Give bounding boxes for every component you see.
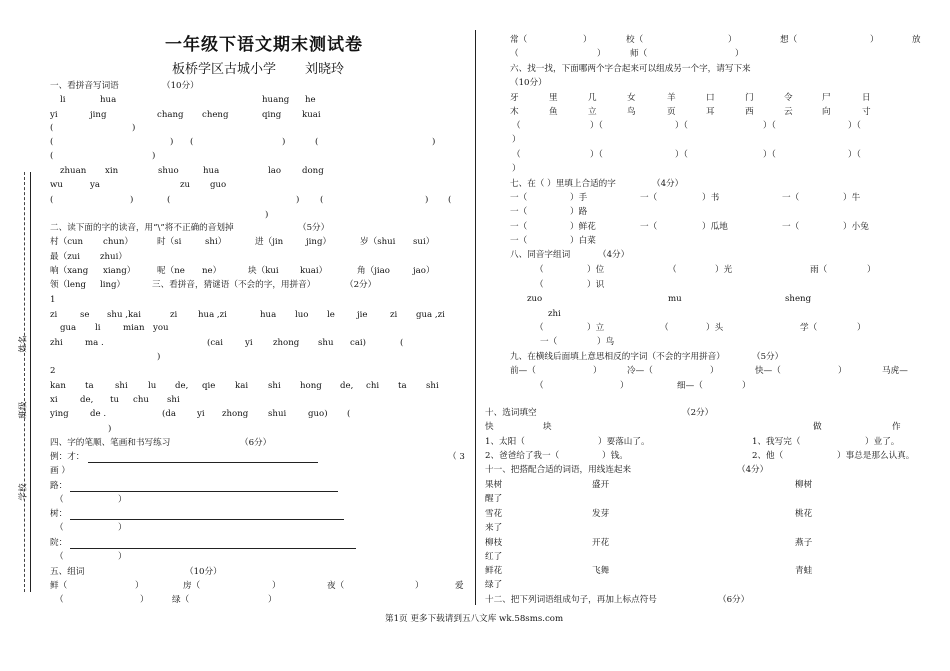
riddle-pinyin: jie xyxy=(357,310,368,320)
answer-paren[interactable]: ）（ xyxy=(590,121,603,131)
answer-paren[interactable]: ) xyxy=(108,424,112,434)
riddle-pinyin: (cai xyxy=(207,338,224,348)
riddle-pinyin: shi xyxy=(426,381,439,391)
section-12-score: （6分） xyxy=(718,595,750,605)
section-7-title: 七、在（ ）里填上合适的字 xyxy=(510,179,616,189)
pinyin: dong xyxy=(302,166,324,176)
answer-paren[interactable]: ） xyxy=(512,164,521,174)
antonym[interactable]: （ xyxy=(535,381,544,391)
answer-paren[interactable]: （ xyxy=(55,552,64,562)
char-piece: 寸 xyxy=(862,107,871,117)
section-1-score: （10分） xyxy=(162,81,199,91)
answer-paren[interactable]: ( xyxy=(320,195,324,205)
match-item[interactable]: 青蛙 xyxy=(795,566,813,576)
pronunciation-option[interactable]: 时（si xyxy=(157,237,182,247)
antonym[interactable]: 细—（ xyxy=(677,381,703,391)
riddle-pinyin: shu xyxy=(318,338,334,348)
pronunciation-option[interactable]: shi） xyxy=(205,237,227,247)
riddle-pinyin: kan xyxy=(50,381,66,391)
homophone[interactable]: 一（ xyxy=(540,337,558,347)
writing-line[interactable] xyxy=(70,519,344,520)
antonym[interactable]: ） xyxy=(838,366,847,376)
section-4-score: （6分） xyxy=(240,438,272,448)
pronunciation-option[interactable]: 进（jin xyxy=(255,237,284,247)
antonym[interactable]: 冷—（ xyxy=(627,366,653,376)
answer-paren[interactable]: （ xyxy=(512,121,521,131)
pronunciation-option[interactable]: 呢（ne xyxy=(157,266,185,276)
char-piece: 女 xyxy=(627,93,636,103)
riddle-pinyin: de, xyxy=(175,381,189,391)
section-2-score: （5分） xyxy=(298,223,330,233)
riddle-pinyin: ma . xyxy=(85,338,104,348)
stroke-word: 院： xyxy=(50,538,68,548)
homophone[interactable]: ）鸟 xyxy=(597,337,615,347)
pinyin: guo xyxy=(210,180,227,190)
match-item[interactable]: 燕子 xyxy=(795,538,813,548)
riddle-pinyin: le xyxy=(327,310,335,320)
homophone[interactable]: （ xyxy=(660,323,669,333)
riddle-pinyin: gua xyxy=(60,323,77,333)
pinyin: zhuan xyxy=(60,166,87,176)
match-item[interactable]: 发芽 xyxy=(592,509,610,519)
section-9-title: 九、在横线后面填上意思相反的字词（不会的字用拼音） xyxy=(510,352,725,362)
fill-sentence[interactable]: ）业了。 xyxy=(865,437,900,447)
pinyin: cheng xyxy=(202,110,229,120)
fill-sentence[interactable]: ）事总是那么认真。 xyxy=(837,451,915,461)
section-4-title: 四、字的笔顺、笔画和书写练习 xyxy=(50,438,171,448)
answer-paren[interactable]: ( xyxy=(167,195,171,205)
stroke-word: 树： xyxy=(50,509,68,519)
section-3-title: 三、看拼音，猜谜语（不会的字，用拼音） xyxy=(152,280,316,290)
riddle-pinyin: qie xyxy=(202,381,216,391)
answer-paren[interactable]: ) xyxy=(132,123,136,133)
section-11-title: 十一、把搭配合适的词语，用线连起来 xyxy=(485,465,632,475)
char-piece: 几 xyxy=(588,93,597,103)
word-prompt[interactable]: ） xyxy=(870,35,879,45)
fill-sentence[interactable]: 2、他（ xyxy=(752,451,784,461)
page-title: 一年级下语文期末测试卷 xyxy=(165,35,363,55)
section-5-title: 五、组词 xyxy=(50,567,85,577)
homophone[interactable]: （ xyxy=(535,323,544,333)
stroke-count: （ 3 xyxy=(448,452,465,462)
fill-sentence[interactable]: 2、爸爸给了我一（ xyxy=(485,451,560,461)
match-item[interactable]: 醒了 xyxy=(485,494,503,504)
riddle-pinyin: hong xyxy=(300,381,322,391)
char-piece: 门 xyxy=(745,93,754,103)
fill-sentence[interactable]: ）钱。 xyxy=(602,451,628,461)
measure-word[interactable]: 一（ xyxy=(510,207,528,217)
binding-dashed-line xyxy=(24,172,25,592)
riddle-pinyin: shi xyxy=(167,395,180,405)
measure-word[interactable]: ）瓜地 xyxy=(702,222,728,232)
answer-paren[interactable]: ） xyxy=(118,523,127,533)
pronunciation-option[interactable]: jing） xyxy=(306,237,332,247)
measure-word[interactable]: ）白菜 xyxy=(570,236,596,246)
riddle-pinyin: luo xyxy=(295,310,309,320)
char-piece: 木 xyxy=(510,107,519,117)
answer-paren[interactable]: ） xyxy=(512,135,521,145)
section-3-score: （2分） xyxy=(345,280,377,290)
riddle-pinyin: hua ,zi xyxy=(198,310,227,320)
word-choice: 块 xyxy=(543,422,552,432)
char-piece: 令 xyxy=(784,93,793,103)
pronunciation-option[interactable]: chun） xyxy=(103,237,134,247)
homophone[interactable]: ） xyxy=(857,323,866,333)
riddle-pinyin: zi xyxy=(170,310,178,320)
answer-paren[interactable]: ) xyxy=(425,195,429,205)
writing-line[interactable] xyxy=(70,548,356,549)
answer-paren[interactable]: （ xyxy=(55,523,64,533)
section-11-score: （4分） xyxy=(737,465,769,475)
word-prompt[interactable]: ） xyxy=(135,581,144,591)
char-piece: 向 xyxy=(822,107,831,117)
word-choice: 做 xyxy=(813,422,822,432)
homophone[interactable]: （ xyxy=(535,265,544,275)
char-piece: 日 xyxy=(862,93,871,103)
match-item[interactable]: 开花 xyxy=(592,538,610,548)
word-prompt[interactable]: 夜（ xyxy=(327,581,345,591)
class-label: 班级 xyxy=(18,401,29,419)
pronunciation-option[interactable]: 角（jiao xyxy=(357,266,390,276)
char-piece: 页 xyxy=(667,107,676,117)
char-piece: 鸟 xyxy=(627,107,636,117)
word-prompt[interactable]: ） xyxy=(268,595,277,605)
pinyin: lao xyxy=(268,166,282,176)
pinyin: hua xyxy=(203,166,220,176)
riddle-pinyin: tu xyxy=(110,395,119,405)
pinyin: zuo xyxy=(527,294,543,304)
riddle-pinyin: zhong xyxy=(222,409,249,419)
riddle-pinyin: chu xyxy=(133,395,149,405)
antonym[interactable]: 前—（ xyxy=(510,366,536,376)
binding-solid-line xyxy=(30,172,31,592)
word-prompt[interactable]: 常（ xyxy=(510,35,528,45)
section-2-title: 二、读下面的字的读音，用“\”将不正确的音划掉 xyxy=(50,223,234,233)
section-1-title: 一、看拼音写词语 xyxy=(50,81,119,91)
pinyin: shuo xyxy=(158,166,179,176)
measure-word[interactable]: 一（ xyxy=(510,193,528,203)
name-label: 姓名 xyxy=(18,335,29,353)
measure-word[interactable]: ）小兔 xyxy=(843,222,869,232)
measure-word[interactable]: 一（ xyxy=(510,236,528,246)
riddle-pinyin: zhi xyxy=(50,338,63,348)
section-8-title: 八、同音字组词 xyxy=(510,250,571,260)
word-prompt[interactable]: ） xyxy=(272,581,281,591)
riddle-pinyin: zhong xyxy=(273,338,300,348)
answer-paren[interactable]: ( xyxy=(347,409,351,419)
homophone[interactable]: （ xyxy=(668,265,677,275)
section-10-title: 十、选词填空 xyxy=(485,408,537,418)
page-footer: 第1页 更多下载请到五八文库 wk.58sms.com xyxy=(385,614,564,624)
riddle-pinyin: yi xyxy=(197,409,205,419)
homophone[interactable]: （ xyxy=(535,280,544,290)
riddle-number: 1 xyxy=(50,295,56,305)
homophone[interactable]: 雨（ xyxy=(810,265,828,275)
riddle-pinyin: lu xyxy=(148,381,157,391)
measure-word[interactable]: ）鲜花 xyxy=(570,222,596,232)
pronunciation-option[interactable]: 最（zui xyxy=(50,252,80,262)
char-piece: 羊 xyxy=(667,93,676,103)
answer-paren[interactable]: ) xyxy=(157,352,161,362)
char-piece: 尸 xyxy=(822,93,831,103)
measure-word[interactable]: 一（ xyxy=(782,193,800,203)
word-prompt[interactable]: 爱 xyxy=(455,581,464,591)
teacher-name: 刘晓玲 xyxy=(305,62,345,77)
measure-word[interactable]: 一（ xyxy=(640,222,658,232)
riddle-pinyin: ta xyxy=(85,381,94,391)
answer-paren[interactable]: ( xyxy=(400,338,404,348)
school-label: 学校 xyxy=(18,483,29,501)
riddle-pinyin: kai xyxy=(235,381,249,391)
answer-paren[interactable]: ) xyxy=(282,137,286,147)
section-5-score: （10分） xyxy=(185,567,222,577)
section-6-score: （10分） xyxy=(510,78,547,88)
antonym[interactable]: ） xyxy=(593,366,602,376)
antonym[interactable]: ） xyxy=(742,381,751,391)
answer-paren[interactable]: ( xyxy=(190,137,194,147)
stroke-word: 路： xyxy=(50,481,68,491)
word-prompt[interactable]: 放 xyxy=(912,35,921,45)
pronunciation-option[interactable]: 块（kui xyxy=(248,266,279,276)
riddle-pinyin: yi xyxy=(245,338,253,348)
answer-paren[interactable]: ）（ xyxy=(763,150,776,160)
riddle-pinyin: de, xyxy=(80,395,94,405)
answer-paren[interactable]: （ xyxy=(512,150,521,160)
stroke-count: 画 ） xyxy=(50,466,70,476)
word-prompt[interactable]: ） xyxy=(735,49,744,59)
answer-paren[interactable]: ) xyxy=(170,137,174,147)
homophone[interactable]: ）头 xyxy=(706,323,724,333)
pinyin: li xyxy=(60,95,66,105)
answer-paren[interactable]: ( xyxy=(50,151,54,161)
homophone[interactable]: ）位 xyxy=(587,265,605,275)
measure-word[interactable]: ）书 xyxy=(702,193,720,203)
measure-word[interactable]: ）路 xyxy=(570,207,588,217)
riddle-pinyin: hua xyxy=(260,310,277,320)
pronunciation-option[interactable]: xiang） xyxy=(103,266,136,276)
riddle-pinyin: shui xyxy=(268,409,287,419)
fill-sentence[interactable]: ）要落山了。 xyxy=(598,437,650,447)
answer-paren[interactable]: ) xyxy=(130,195,134,205)
riddle-pinyin: you xyxy=(153,323,169,333)
word-prompt[interactable]: ） xyxy=(583,35,592,45)
answer-paren[interactable]: （ xyxy=(55,495,64,505)
answer-paren[interactable]: ) xyxy=(265,210,269,220)
school-name: 板桥学区古城小学 xyxy=(172,62,277,77)
word-prompt[interactable]: 绿（ xyxy=(172,595,190,605)
pronunciation-option[interactable]: sui） xyxy=(413,237,435,247)
answer-paren[interactable]: ） xyxy=(118,552,127,562)
char-piece: 口 xyxy=(706,93,715,103)
riddle-pinyin: shu ,kai xyxy=(107,310,142,320)
match-item[interactable]: 盛开 xyxy=(592,480,610,490)
pinyin: jing xyxy=(90,110,107,120)
section-9-score: （5分） xyxy=(752,352,784,362)
answer-paren[interactable]: ）（ xyxy=(763,121,776,131)
pinyin: he xyxy=(305,95,316,105)
match-item[interactable]: 果树 xyxy=(485,480,503,490)
word-prompt[interactable]: ） xyxy=(140,595,149,605)
match-item[interactable]: 柳枝 xyxy=(485,538,503,548)
word-prompt[interactable]: 想（ xyxy=(780,35,798,45)
match-item[interactable]: 柳树 xyxy=(795,480,813,490)
riddle-pinyin: chi xyxy=(366,381,380,391)
pinyin: sheng xyxy=(785,294,812,304)
answer-paren[interactable]: ( xyxy=(50,123,54,133)
answer-paren[interactable]: ( xyxy=(50,137,54,147)
pronunciation-option[interactable]: ling） xyxy=(100,280,126,290)
riddle-pinyin: ying xyxy=(50,409,69,419)
riddle-pinyin: gua ,zi xyxy=(416,310,445,320)
measure-word[interactable]: 一（ xyxy=(782,222,800,232)
answer-paren[interactable]: ）（ xyxy=(675,121,688,131)
answer-paren[interactable]: ） xyxy=(118,495,127,505)
word-prompt[interactable]: ） xyxy=(597,49,606,59)
section-7-score: （4分） xyxy=(652,179,684,189)
riddle-pinyin: de . xyxy=(90,409,107,419)
pinyin: yi xyxy=(50,110,58,120)
column-divider xyxy=(475,30,476,605)
pronunciation-option[interactable]: 响（xang xyxy=(50,266,89,276)
riddle-pinyin: guo) xyxy=(308,409,328,419)
word-prompt[interactable]: 师（ xyxy=(630,49,648,59)
pinyin: ya xyxy=(90,180,100,190)
antonym[interactable]: ） xyxy=(620,381,629,391)
match-item[interactable]: 绿了 xyxy=(485,580,503,590)
word-prompt[interactable]: ） xyxy=(728,35,737,45)
riddle-pinyin: ta xyxy=(398,381,407,391)
char-piece: 立 xyxy=(588,107,597,117)
fill-sentence[interactable]: 1、太阳（ xyxy=(485,437,525,447)
pinyin: mu xyxy=(668,294,682,304)
char-piece: 里 xyxy=(549,93,558,103)
writing-line[interactable] xyxy=(70,491,338,492)
pronunciation-option[interactable]: 岁（shui xyxy=(360,237,396,247)
homophone[interactable]: 学（ xyxy=(800,323,818,333)
word-choice: 快 xyxy=(485,422,494,432)
section-12-title: 十二、把下列词语组成句子，再加上标点符号 xyxy=(485,595,657,605)
antonym[interactable]: 马虎— xyxy=(882,366,908,376)
answer-paren[interactable]: ( xyxy=(50,195,54,205)
answer-paren[interactable]: ）（ xyxy=(848,121,861,131)
riddle-pinyin: zi xyxy=(50,310,58,320)
pinyin: chang xyxy=(157,110,184,120)
measure-word[interactable]: 一（ xyxy=(640,193,658,203)
answer-paren[interactable]: ) xyxy=(296,195,300,205)
section-6-title: 六、找一找，下面哪两个字合起来可以组成另一个字，请写下来 xyxy=(510,64,751,74)
word-prompt[interactable]: 房（ xyxy=(183,581,201,591)
word-prompt[interactable]: ） xyxy=(415,581,424,591)
section-10-score: （2分） xyxy=(682,408,714,418)
riddle-number: 2 xyxy=(50,366,56,376)
riddle-pinyin: shi xyxy=(268,381,281,391)
match-item[interactable]: 雪花 xyxy=(485,509,503,519)
pronunciation-option[interactable]: jao） xyxy=(413,266,435,276)
pinyin: huang xyxy=(262,95,290,105)
word-prompt[interactable]: 鲜（ xyxy=(50,581,68,591)
homophone[interactable]: ）识 xyxy=(587,280,605,290)
pinyin: zu xyxy=(180,180,191,190)
section-8-score: （4分） xyxy=(598,250,630,260)
pinyin: zhi xyxy=(548,309,561,319)
pronunciation-option[interactable]: zhui） xyxy=(100,252,127,262)
pronunciation-option[interactable]: ne） xyxy=(202,266,222,276)
pronunciation-option[interactable]: kuai） xyxy=(300,266,328,276)
homophone[interactable]: ） xyxy=(867,265,876,275)
antonym[interactable]: 快—（ xyxy=(755,366,781,376)
answer-paren[interactable]: ）（ xyxy=(848,150,861,160)
answer-paren[interactable]: ）（ xyxy=(590,150,603,160)
riddle-pinyin: zi xyxy=(390,310,398,320)
pronunciation-option[interactable]: 领（leng xyxy=(50,280,87,290)
word-prompt[interactable]: （ xyxy=(510,49,519,59)
homophone[interactable]: ）立 xyxy=(587,323,605,333)
char-piece: 西 xyxy=(745,107,754,117)
riddle-pinyin: shi xyxy=(115,381,128,391)
answer-paren[interactable]: ) xyxy=(432,137,436,147)
riddle-pinyin: xi xyxy=(50,395,58,405)
antonym[interactable]: ） xyxy=(710,366,719,376)
pinyin: wu xyxy=(50,180,63,190)
word-prompt[interactable]: 校（ xyxy=(626,35,644,45)
measure-word[interactable]: 一（ xyxy=(510,222,528,232)
answer-paren[interactable]: ( xyxy=(448,195,452,205)
match-item[interactable]: 鲜花 xyxy=(485,566,503,576)
word-prompt[interactable]: （ xyxy=(55,595,64,605)
riddle-pinyin: (da xyxy=(162,409,176,419)
match-item[interactable]: 飞舞 xyxy=(592,566,610,576)
answer-paren[interactable]: ) xyxy=(152,151,156,161)
measure-word[interactable]: ）牛 xyxy=(843,193,861,203)
measure-word[interactable]: ）手 xyxy=(570,193,588,203)
writing-line xyxy=(88,462,318,463)
match-item[interactable]: 桃花 xyxy=(795,509,813,519)
match-item[interactable]: 红了 xyxy=(485,552,503,562)
char-piece: 牙 xyxy=(510,93,519,103)
pinyin: kuai xyxy=(302,110,321,120)
riddle-pinyin: li xyxy=(95,323,101,333)
match-item[interactable]: 来了 xyxy=(485,523,503,533)
pinyin: hua xyxy=(100,95,117,105)
char-piece: 云 xyxy=(784,107,793,117)
char-piece: 耳 xyxy=(706,107,715,117)
answer-paren[interactable]: ( xyxy=(315,137,319,147)
char-piece: 鱼 xyxy=(549,107,558,117)
pinyin: xin xyxy=(105,166,119,176)
answer-paren[interactable]: ）（ xyxy=(675,150,688,160)
pronunciation-option[interactable]: 村（cun xyxy=(50,237,84,247)
riddle-pinyin: cai) xyxy=(350,338,367,348)
word-choice: 作 xyxy=(892,422,901,432)
pinyin: qing xyxy=(262,110,282,120)
homophone[interactable]: ）光 xyxy=(715,265,733,275)
riddle-pinyin: mian xyxy=(123,323,145,333)
riddle-pinyin: de, xyxy=(340,381,354,391)
stroke-example: 例：才： xyxy=(50,452,85,462)
riddle-pinyin: se xyxy=(80,310,90,320)
fill-sentence[interactable]: 1、我写完（ xyxy=(752,437,801,447)
